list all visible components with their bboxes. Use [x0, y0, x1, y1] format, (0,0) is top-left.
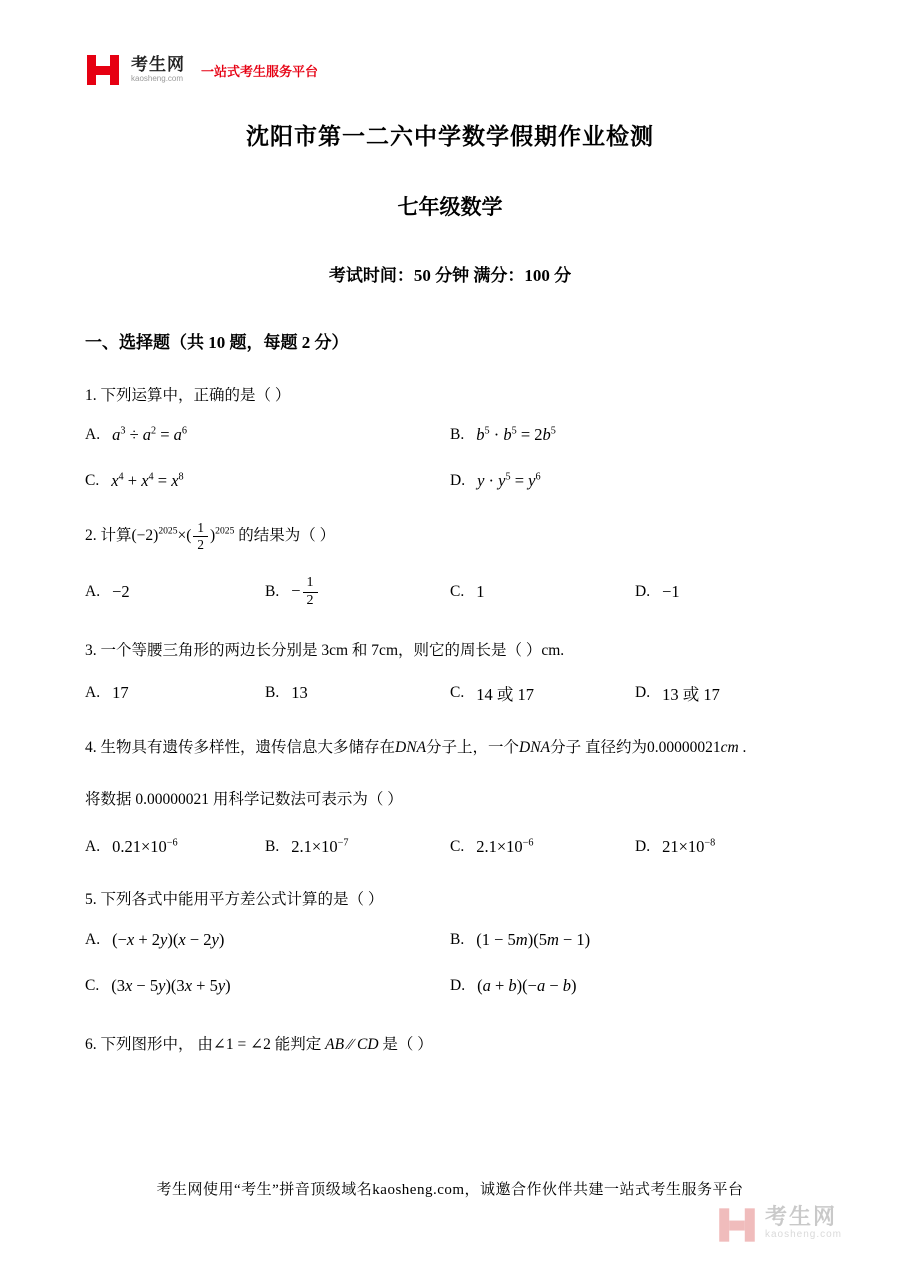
- question-6: [85, 1032, 815, 1058]
- question-4-option-d: [635, 837, 815, 857]
- question-4-option-b: [265, 837, 450, 857]
- question-4: [85, 735, 815, 858]
- page-subtitle: 七年级数学: [397, 195, 503, 219]
- option-text: $2.1\times 10^{-6}$: [476, 837, 534, 857]
- option-text: $21\times 10^{-8}$: [662, 837, 716, 857]
- kaosheng-logo-icon: [85, 52, 121, 88]
- question-4-options: [85, 837, 815, 857]
- option-text: (3x − 5y)(3x + 5y): [111, 975, 231, 995]
- option-label: C.: [450, 683, 465, 701]
- question-2-stem: 2. 计算$(-2)^{2025}\times$( $\frac{1}{2}$ )$^{2025}$ 的结果为（ ）: [85, 520, 336, 553]
- question-3-option-c: [450, 681, 635, 705]
- question-2-option-c: [450, 576, 635, 608]
- footer-text: 考生网使用“考生”拼音顶级域名kaosheng.com，诚邀合作伙伴共建一站式考生服务平台: [156, 1182, 744, 1198]
- question-2: [85, 521, 815, 608]
- question-1: [85, 383, 815, 491]
- option-label: D.: [635, 583, 651, 601]
- option-text: −1: [662, 582, 680, 602]
- option-text: $b^5 \cdot b^5 = 2b^5$: [476, 425, 556, 445]
- question-1-option-c: [85, 471, 450, 491]
- option-label: A.: [85, 426, 101, 444]
- question-4-stem-line2: 将数据 0.00000021 用科学记数法可表示为（ ）: [85, 791, 403, 809]
- option-label: C.: [85, 472, 100, 490]
- question-3-options: [85, 681, 815, 705]
- option-label: B.: [265, 683, 280, 701]
- question-1-option-b: [450, 425, 815, 445]
- kaosheng-watermark-icon: [717, 1205, 757, 1245]
- section-heading: 一、选择题（共 10 题，每题 2 分）: [85, 333, 349, 352]
- option-label: B.: [265, 583, 280, 601]
- option-label: C.: [85, 976, 100, 994]
- option-label: C.: [450, 583, 465, 601]
- question-5: [85, 887, 815, 995]
- question-5-option-b: [450, 930, 815, 950]
- option-text: (1 − 5m)(5m − 1): [476, 929, 591, 949]
- brand-text-block: [131, 56, 185, 83]
- question-5-option-a: [85, 930, 450, 950]
- page-title: 沈阳市第一二六中学数学假期作业检测: [246, 124, 654, 149]
- kaosheng-header-logo: [85, 52, 815, 88]
- option-label: D.: [450, 472, 466, 490]
- brand-domain: kaosheng.com: [131, 73, 184, 83]
- question-1-option-d: [450, 471, 815, 491]
- option-text: 14 或 17: [476, 684, 534, 704]
- option-label: B.: [450, 930, 465, 948]
- option-text: 13: [291, 682, 308, 702]
- question-4-stem: 4. 生物具有遗传多样性，遗传信息大多储存在DNA分子上，一个DNA分子 直径约为0.00000021cm .: [85, 738, 747, 756]
- question-2-option-a: [85, 576, 265, 608]
- question-2-option-d: [635, 576, 815, 608]
- option-text: − $\frac{1}{2}$: [291, 576, 319, 608]
- option-label: C.: [450, 838, 465, 856]
- question-3-option-d: [635, 681, 815, 705]
- question-3-option-a: [85, 681, 265, 705]
- kaosheng-watermark: [717, 1205, 842, 1245]
- option-text: −2: [112, 582, 130, 602]
- option-text: $y \cdot y^5 = y^6$: [477, 471, 541, 491]
- option-label: A.: [85, 838, 101, 856]
- question-2-options: [85, 576, 815, 608]
- question-4-option-c: [450, 837, 635, 857]
- question-3-option-b: [265, 681, 450, 705]
- question-3-stem: 3. 一个等腰三角形的两边长分别是 3cm 和 7cm，则它的周长是（ ）cm.: [85, 642, 565, 660]
- watermark-brand: 考生网: [764, 1204, 837, 1229]
- exam-info: 考试时间：50 分钟 满分：100 分: [328, 266, 572, 285]
- option-label: D.: [450, 976, 466, 994]
- option-label: A.: [85, 583, 101, 601]
- question-5-option-c: [85, 976, 450, 996]
- question-1-options: [85, 425, 815, 491]
- option-label: A.: [85, 930, 101, 948]
- watermark-text-block: [765, 1205, 842, 1240]
- question-1-option-a: [85, 425, 450, 445]
- brand-tagline: 一站式考生服务平台: [201, 63, 319, 79]
- option-label: B.: [265, 838, 280, 856]
- option-label: D.: [635, 838, 651, 856]
- option-text: (−x + 2y)(x − 2y): [112, 929, 225, 949]
- question-3: [85, 638, 815, 704]
- question-1-stem: 1. 下列运算中，正确的是（ ）: [85, 387, 291, 404]
- question-6-stem: 6. 下列图形中， 由∠1 = ∠2 能判定 AB ∕∕ CD 是（ ）: [85, 1035, 433, 1053]
- option-label: A.: [85, 683, 101, 701]
- option-label: D.: [635, 683, 651, 701]
- option-text: $2.1\times 10^{-7}$: [291, 837, 349, 857]
- option-text: 17: [112, 682, 129, 702]
- option-text: $a^3 \div a^2 = a^6$: [112, 425, 188, 445]
- option-label: B.: [450, 426, 465, 444]
- brand-name: 考生网: [131, 55, 185, 75]
- option-text: 1: [476, 582, 485, 602]
- option-text: (a + b)(−a − b): [477, 975, 577, 995]
- option-text: $x^4 + x^4 = x^8$: [111, 471, 184, 491]
- question-4-option-a: [85, 837, 265, 857]
- question-2-option-b: [265, 576, 450, 608]
- question-5-options: [85, 930, 815, 996]
- option-text: 13 或 17: [662, 684, 720, 704]
- option-text: $0.21\times 10^{-6}$: [112, 837, 178, 857]
- question-5-option-d: [450, 976, 815, 996]
- watermark-domain: kaosheng.com: [764, 1229, 842, 1241]
- question-5-stem: 5. 下列各式中能用平方差公式计算的是（ ）: [85, 891, 384, 909]
